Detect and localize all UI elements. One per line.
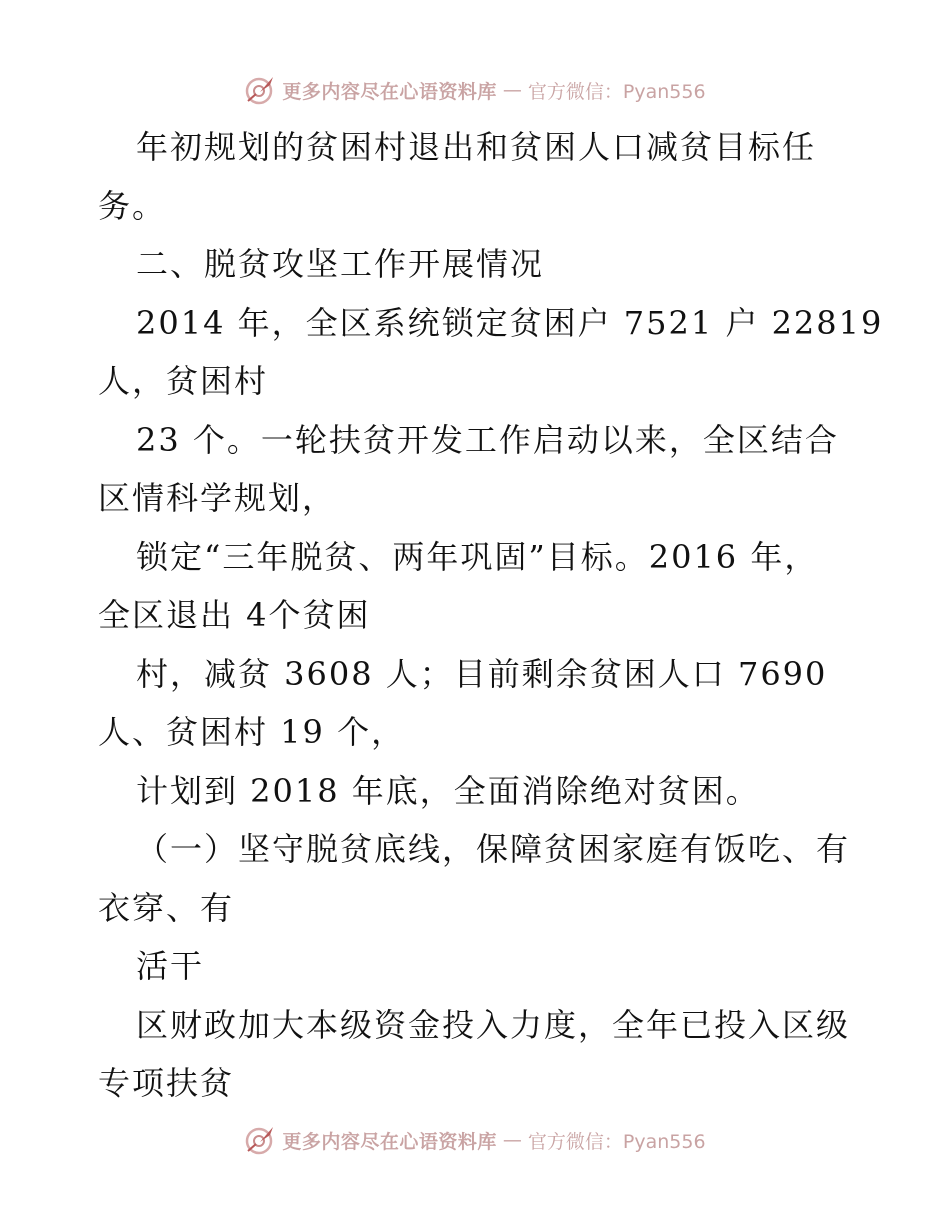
document-line: 村，减贫 3608 人；目前剩余贫困人口 7690: [136, 654, 828, 693]
document-line: 锁定“三年脱贫、两年巩固”目标。2016 年，: [136, 537, 819, 576]
banner-wechat-text: 官方微信：Pyan556: [527, 80, 706, 103]
banner-separator: —: [502, 1129, 522, 1151]
document-line: 衣穿、有: [98, 888, 235, 927]
document-line: 2014 年，全区系统锁定贫困户 7521 户 22819: [136, 303, 884, 342]
header-banner: [0, 70, 950, 110]
document-body: [98, 118, 884, 1113]
document-line: 人，贫困村: [98, 362, 269, 400]
document-line: 活干: [136, 947, 205, 985]
banner-wechat-text: 官方微信：Pyan556: [527, 1130, 706, 1153]
quill-pen-logo-icon: [244, 1124, 276, 1156]
banner-site-text: 更多内容尽在心语资料库: [282, 1130, 497, 1153]
document-line: （一）坚守脱贫底线，保障贫困家庭有饭吃、有: [136, 830, 851, 868]
document-line: 全区退出 4个贫困: [98, 596, 371, 634]
document-line: 年初规划的贫困村退出和贫困人口减贫目标任: [136, 128, 817, 166]
document-line: 务。: [98, 186, 167, 225]
document-line: 人、贫困村 19 个，: [98, 713, 406, 751]
banner-separator: —: [502, 79, 522, 101]
banner-site-text: 更多内容尽在心语资料库: [282, 80, 497, 103]
document-line: 23 个。一轮扶贫开发工作启动以来，全区结合: [136, 420, 839, 459]
document-line: 区财政加大本级资金投入力度，全年已投入区级: [136, 1005, 851, 1044]
document-line: 专项扶贫: [98, 1064, 235, 1102]
document-line: 区情科学规划，: [98, 479, 337, 517]
quill-pen-logo-icon: [244, 74, 276, 106]
document-line: 二、脱贫攻坚工作开展情况: [136, 245, 545, 283]
footer-banner: [0, 1120, 950, 1160]
document-line: 计划到 2018 年底，全面消除绝对贫困。: [136, 771, 760, 810]
